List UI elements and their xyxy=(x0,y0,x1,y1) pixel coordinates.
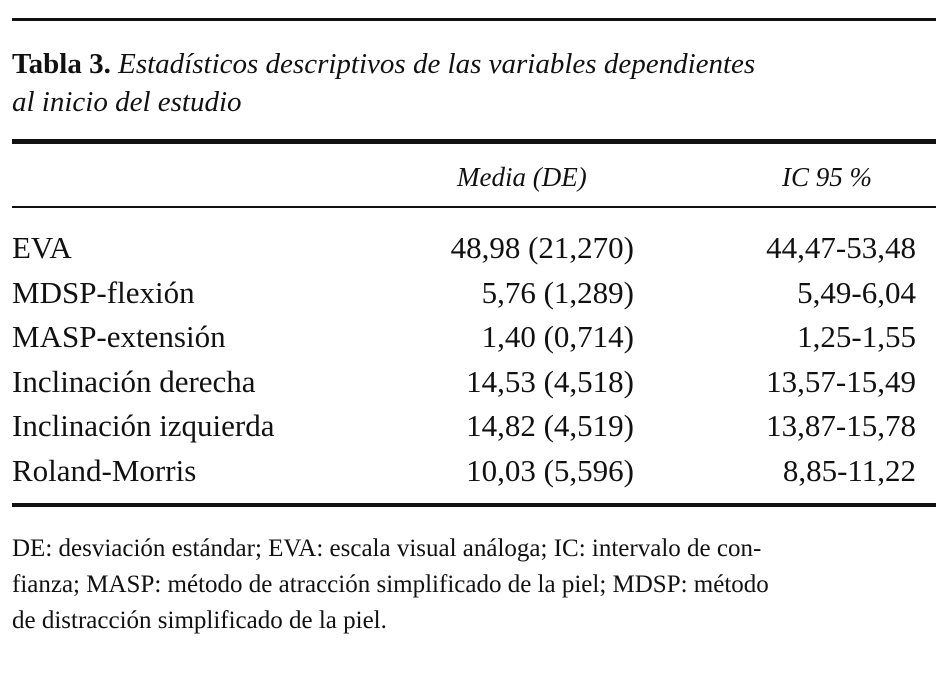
cell-variable: Roland-Morris xyxy=(12,452,197,488)
cell-media: 48,98 (21,270) xyxy=(450,230,634,265)
table-row xyxy=(12,453,936,498)
cell-ic: 1,25-1,55 xyxy=(797,319,916,354)
table-header-row xyxy=(12,144,936,206)
cell-ic: 44,47-53,48 xyxy=(766,230,916,265)
footnote-line3: de distracción simplificado de la piel. xyxy=(12,607,387,634)
bottom-rule xyxy=(12,503,936,507)
table-body xyxy=(12,230,936,497)
footnote-line2: fianza; MASP: método de atracción simplificado de la piel; MDSP: método xyxy=(12,571,769,598)
cell-ic: 8,85-11,22 xyxy=(782,452,916,488)
cell-variable: MDSP-flexión xyxy=(12,274,195,310)
table-row xyxy=(12,230,936,275)
table-label: Tabla 3. xyxy=(12,48,111,80)
cell-variable: Inclinación izquierda xyxy=(12,408,275,443)
table-caption-line2: al inicio del estudio xyxy=(12,86,242,118)
cell-ic: 13,87-15,78 xyxy=(766,408,916,443)
cell-media: 14,82 (4,519) xyxy=(466,408,634,443)
table-row xyxy=(12,319,936,364)
cell-ic: 13,57-15,49 xyxy=(766,363,916,399)
table-figure xyxy=(12,18,936,639)
cell-media: 10,03 (5,596) xyxy=(466,452,634,488)
table-caption-line1: Estadísticos descriptivos de las variables dependientes xyxy=(118,48,756,80)
cell-media: 14,53 (4,518) xyxy=(466,363,634,399)
top-rule xyxy=(12,18,936,21)
cell-variable: EVA xyxy=(12,230,72,265)
table-row xyxy=(12,364,936,409)
table-title xyxy=(12,45,936,121)
cell-media: 1,40 (0,714) xyxy=(481,319,634,354)
table-row xyxy=(12,275,936,320)
header-media: Media (DE) xyxy=(457,162,587,192)
cell-ic: 5,49-6,04 xyxy=(797,274,916,310)
table-footnote xyxy=(12,531,936,639)
cell-media: 5,76 (1,289) xyxy=(481,274,634,310)
table-row xyxy=(12,408,936,453)
cell-variable: MASP-extensión xyxy=(12,319,226,354)
header-bottom-rule xyxy=(12,206,936,208)
cell-variable: Inclinación derecha xyxy=(12,363,256,399)
header-ic: IC 95 % xyxy=(782,162,872,192)
footnote-line1: DE: desviación estándar; EVA: escala visual análoga; IC: intervalo de con- xyxy=(12,535,762,562)
